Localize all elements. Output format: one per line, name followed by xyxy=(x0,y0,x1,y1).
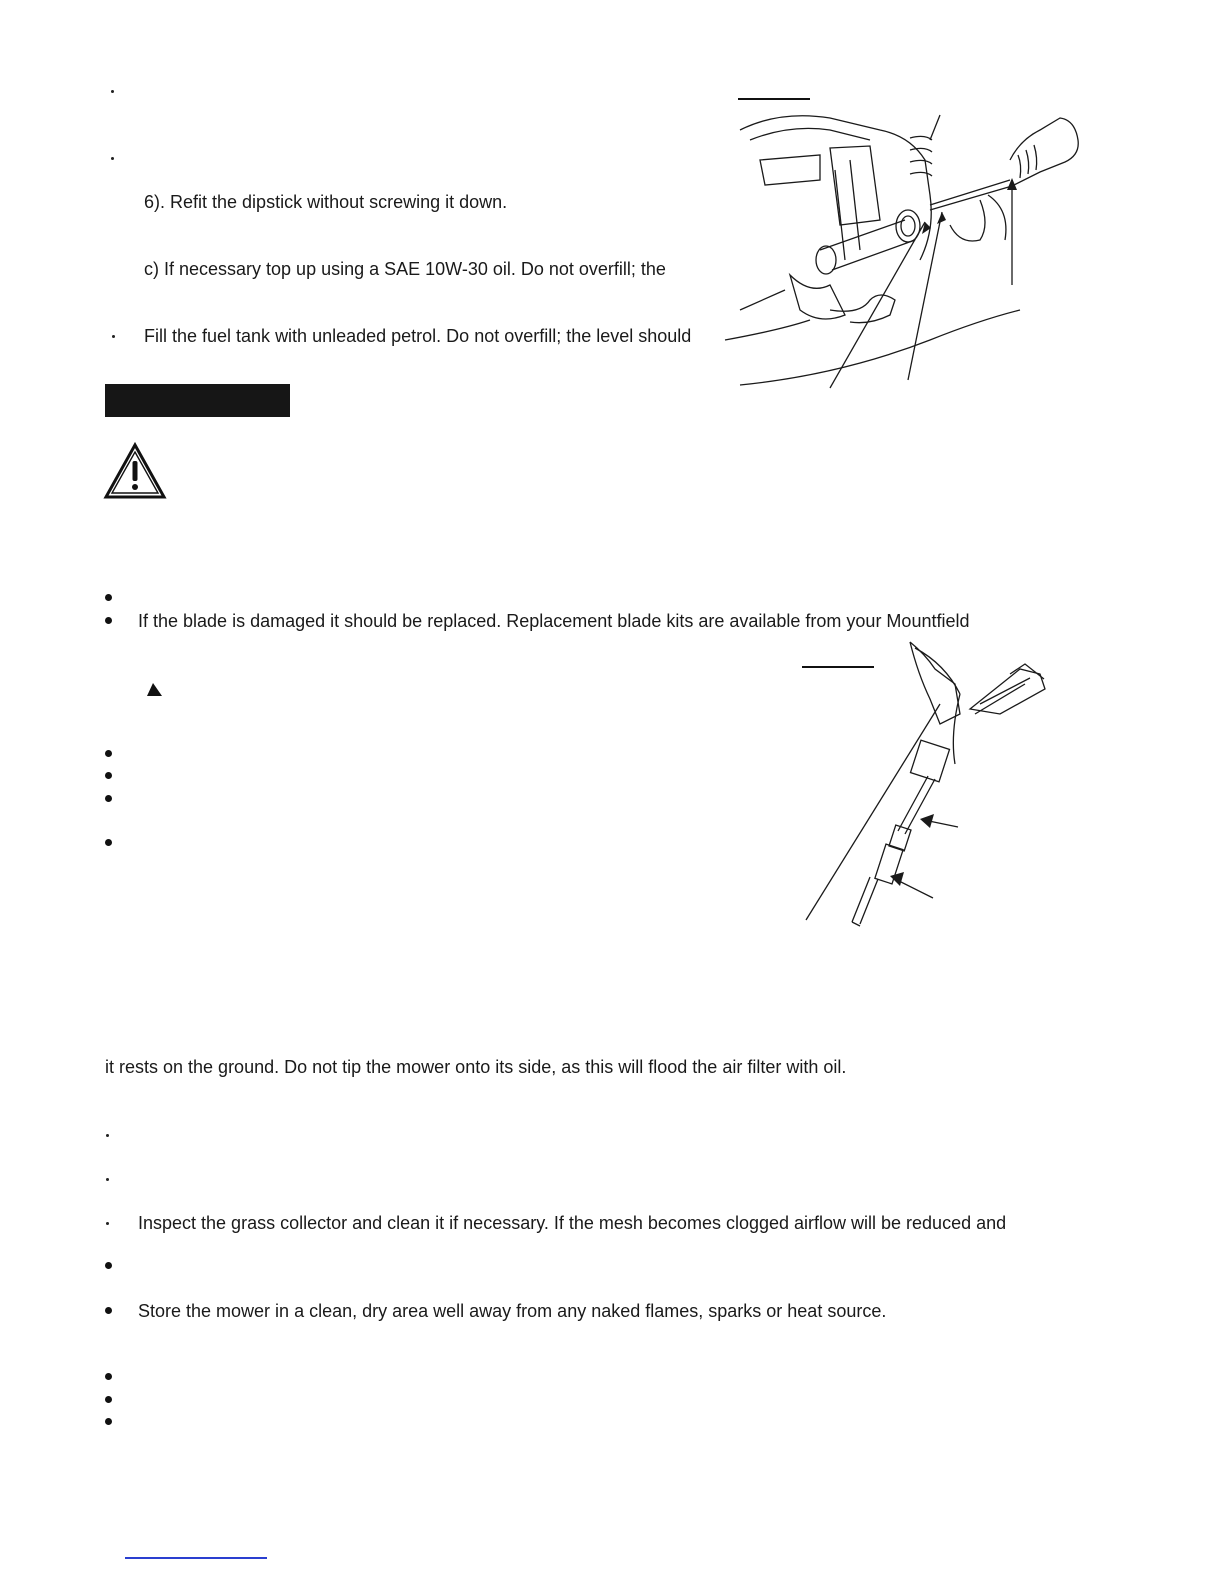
bullet xyxy=(111,90,114,93)
dipstick-illustration xyxy=(720,100,1090,400)
bullet xyxy=(105,750,112,757)
bullet xyxy=(111,157,114,160)
text-storage: Store the mower in a clean, dry area well away from any naked flames, sparks or heat source. xyxy=(138,1301,887,1321)
bullet xyxy=(106,1178,109,1181)
bullet xyxy=(105,1307,112,1314)
bullet xyxy=(105,772,112,779)
bullet xyxy=(105,594,112,601)
small-warning-icon xyxy=(146,683,164,697)
text-fill-fuel: Fill the fuel tank with unleaded petrol. Do not overfill; the level should xyxy=(144,326,692,346)
bullet xyxy=(105,839,112,846)
bullet xyxy=(106,1134,109,1137)
warning-triangle-icon xyxy=(104,443,166,499)
bullet xyxy=(105,617,112,624)
text-grass-collector: Inspect the grass collector and clean it if necessary. If the mesh becomes clogged airflow will be reduced and xyxy=(138,1213,1007,1233)
bullet xyxy=(105,795,112,802)
bullet xyxy=(105,1373,112,1380)
bullet xyxy=(106,1222,109,1225)
bullet xyxy=(105,1418,112,1425)
text-top-up-oil: c) If necessary top up using a SAE 10W-30 oil. Do not overfill; the xyxy=(144,259,666,279)
bullet xyxy=(105,1262,112,1269)
link-underline[interactable] xyxy=(125,1557,267,1559)
text-tip-warning: it rests on the ground. Do not tip the mower onto its side, as this will flood the air filter with oil. xyxy=(105,1057,847,1077)
text-blade-replacement: If the blade is damaged it should be replaced. Replacement blade kits are available from your Mountfield xyxy=(138,611,970,631)
text-refit-dipstick: 6). Refit the dipstick without screwing it down. xyxy=(144,192,508,212)
cable-adjuster-illustration xyxy=(800,634,1060,934)
section-heading-bar xyxy=(105,384,290,417)
bullet xyxy=(105,1396,112,1403)
bullet xyxy=(112,335,115,338)
